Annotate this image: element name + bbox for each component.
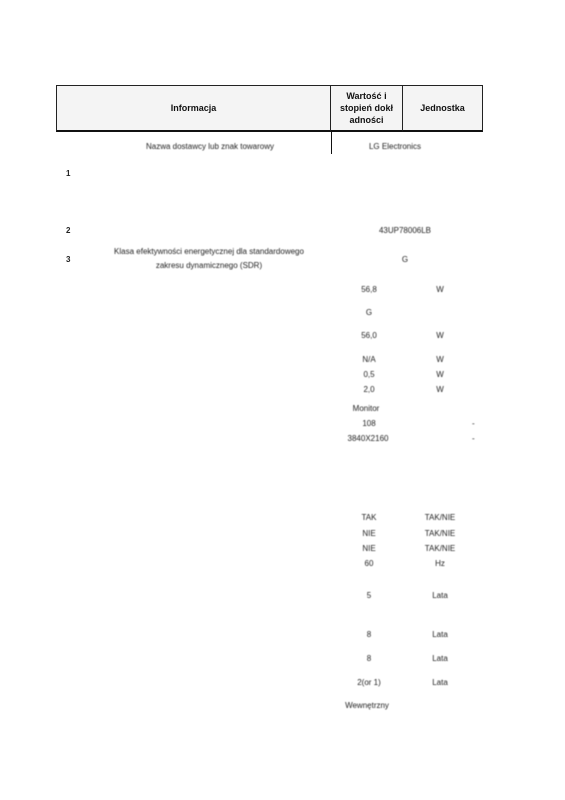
unit2-6: Lata: [432, 654, 448, 663]
value-1: G: [365, 308, 373, 317]
value-0: 56,8: [361, 285, 377, 294]
unit-8: -: [472, 434, 475, 443]
unit2-3: Hz: [435, 559, 445, 568]
header-info-label: Informacja: [170, 103, 217, 113]
unit2-4: Lata: [432, 591, 448, 600]
value2-3: 60: [364, 559, 374, 568]
value-5: 2,0: [363, 385, 375, 394]
model-value: 43UP78006LB: [378, 226, 432, 235]
header-value-line2: stopień dokł: [339, 103, 393, 113]
energy-class-value: G: [401, 255, 409, 264]
unit2-5: Lata: [432, 630, 448, 639]
value2-4: 5: [366, 591, 372, 600]
table-divider: [331, 132, 332, 154]
supplier-value: LG Electronics: [368, 142, 422, 151]
unit-2: W: [436, 331, 444, 340]
value-7: 108: [362, 419, 376, 428]
unit-3: W: [436, 355, 444, 364]
header-value-line3: adności: [349, 115, 384, 125]
value-4: 0,5: [363, 370, 375, 379]
energy-class-label-line2: zakresu dynamicznego (SDR): [155, 261, 263, 270]
header-value: [331, 85, 403, 132]
value2-7: 2(or 1): [357, 678, 381, 687]
value2-8: Wewnętrzny: [345, 701, 389, 710]
unit2-2: TAK/NIE: [424, 544, 456, 553]
unit-5: W: [436, 385, 444, 394]
value2-2: NIE: [362, 544, 376, 553]
unit2-7: Lata: [432, 678, 448, 687]
value-6: Monitor: [352, 404, 380, 413]
header-info: [56, 85, 331, 132]
value2-6: 8: [366, 654, 372, 663]
row-number-3: 3: [66, 255, 71, 264]
header-value-line1: Wartość i: [346, 91, 387, 101]
value-3: N/A: [362, 355, 376, 364]
row-number-1: 1: [66, 169, 71, 178]
value-8: 3840X2160: [347, 434, 389, 443]
unit-7: -: [472, 419, 475, 428]
value2-1: NIE: [362, 529, 376, 538]
unit2-1: TAK/NIE: [424, 529, 456, 538]
value-2: 56,0: [361, 331, 377, 340]
energy-class-label-line1: Klasa efektywności energetycznej dla standardowego: [114, 247, 304, 256]
supplier-label: Nazwa dostawcy lub znak towarowy: [145, 142, 275, 151]
unit-0: W: [436, 285, 444, 294]
row-number-2: 2: [66, 226, 71, 235]
unit-4: W: [436, 370, 444, 379]
value2-0: TAK: [361, 513, 377, 522]
header-unit-label: Jednostka: [420, 103, 465, 113]
unit2-0: TAK/NIE: [424, 513, 456, 522]
value2-5: 8: [366, 630, 372, 639]
header-unit: [403, 85, 483, 132]
